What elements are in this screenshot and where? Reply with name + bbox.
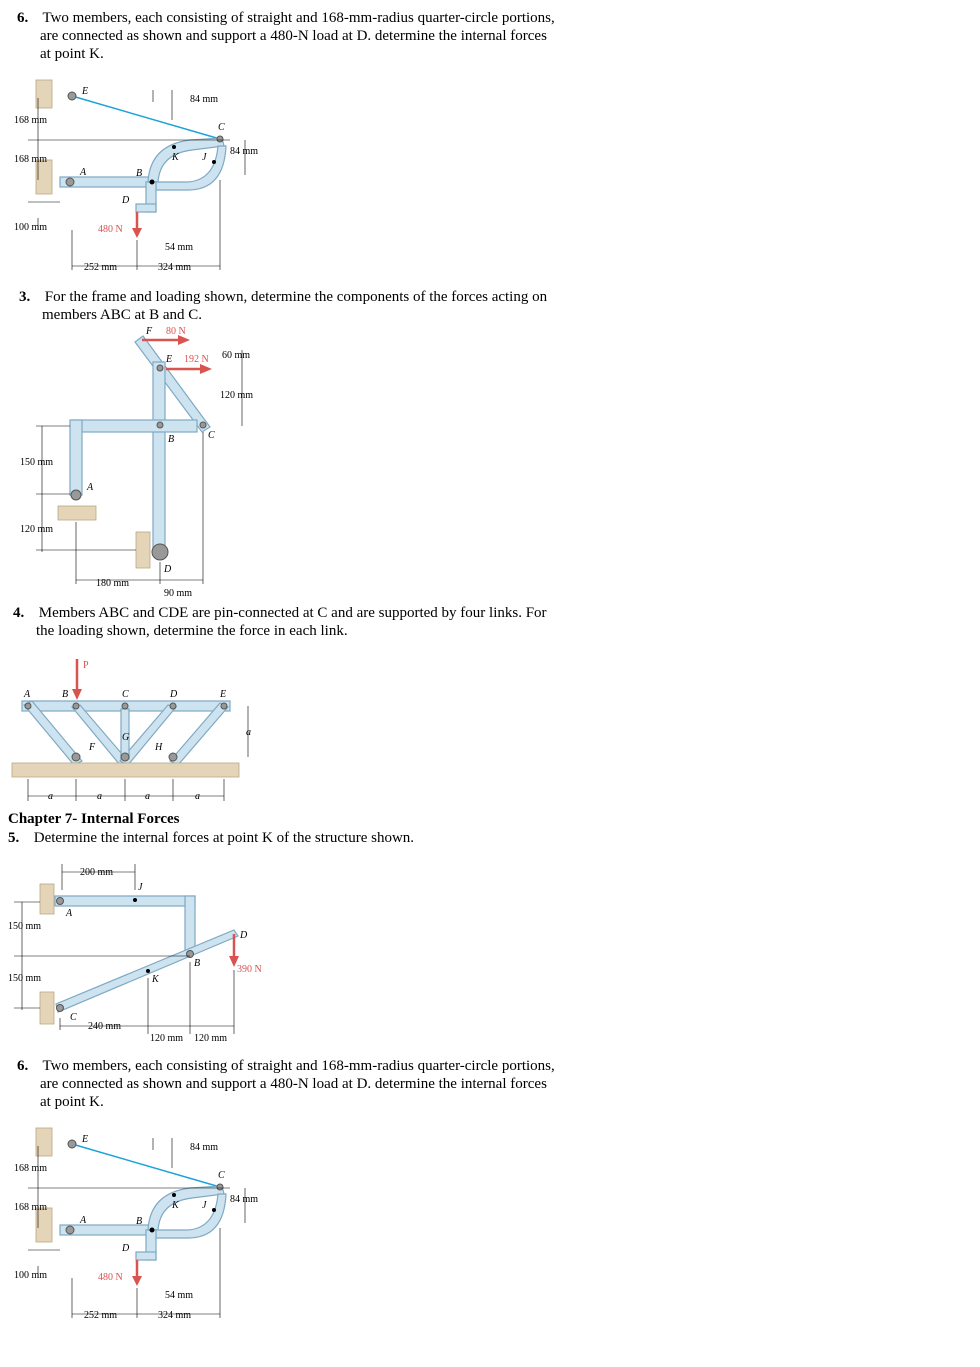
- dim-label: 240 mm: [88, 1021, 122, 1032]
- dim-label: a: [246, 727, 251, 738]
- dim-label: 168 mm: [14, 1163, 48, 1174]
- member-jb: [185, 896, 195, 954]
- pin: [25, 703, 31, 709]
- pin-b: [187, 951, 194, 958]
- dim-label: 252 mm: [84, 262, 118, 273]
- problem-line: at point K.: [40, 46, 104, 62]
- point-label: C: [218, 1170, 225, 1181]
- problem-5-text: [8, 829, 414, 847]
- point-label: A: [80, 1215, 87, 1226]
- point-label: B: [136, 1216, 143, 1227]
- pin-c: [200, 422, 206, 428]
- point-k: [172, 145, 176, 149]
- dim-label: 120 mm: [220, 390, 254, 401]
- problem-line: at point K.: [40, 1094, 104, 1110]
- figure-problem-4: [0, 655, 270, 805]
- dim-label: 168 mm: [14, 1202, 48, 1213]
- wall-support: [40, 884, 54, 914]
- pin-e: [157, 365, 163, 371]
- member-a: [70, 420, 82, 495]
- pin-a: [57, 898, 64, 905]
- problem-3-text: [19, 288, 547, 324]
- problem-line: members ABC at B and C.: [42, 307, 202, 323]
- pin-e: [68, 1140, 76, 1148]
- dim-label: 100 mm: [14, 222, 48, 233]
- figure-problem-5: [0, 858, 280, 1048]
- problem-number: 5.: [8, 830, 20, 846]
- point-label: E: [166, 354, 173, 365]
- pin: [221, 703, 227, 709]
- dim-label: 324 mm: [158, 262, 192, 273]
- point-label: D: [240, 930, 248, 941]
- pin-a: [66, 178, 74, 186]
- dim-label: 168 mm: [14, 154, 48, 165]
- dim-label: 84 mm: [230, 146, 259, 157]
- problem-6-repeat-text: [17, 1057, 555, 1111]
- point-label: F: [146, 326, 153, 337]
- load-label: 192 N: [184, 354, 209, 365]
- point-label: D: [122, 195, 130, 206]
- member-fc: [135, 336, 210, 432]
- wall-support: [36, 160, 52, 194]
- figure-problem-6: [0, 80, 300, 280]
- problem-6-text: [17, 9, 555, 63]
- point-label: G: [122, 732, 130, 743]
- member-ed: [153, 362, 165, 552]
- dim-label: 84 mm: [230, 1194, 259, 1205]
- point-label: F: [89, 742, 96, 753]
- point-label: C: [122, 689, 129, 700]
- wall-support: [136, 532, 150, 568]
- figure-problem-6-repeat: [0, 1128, 300, 1328]
- dim-label: 120 mm: [194, 1033, 228, 1044]
- problem-4-text: [13, 604, 547, 640]
- dim-label: 120 mm: [20, 524, 54, 535]
- dim-label: a: [195, 791, 200, 802]
- problem-line: Members ABC and CDE are pin-connected at C and are supported by four links. For: [38, 605, 547, 621]
- point-label: K: [172, 1200, 179, 1211]
- pin: [72, 753, 80, 761]
- point-label: C: [70, 1012, 77, 1023]
- point-label: A: [87, 482, 94, 493]
- point-label: D: [170, 689, 178, 700]
- problem-number: 6.: [17, 1058, 29, 1074]
- load-label: P: [83, 660, 89, 671]
- problem-number: 6.: [17, 10, 29, 26]
- pin: [121, 753, 129, 761]
- problem-line: Two members, each consisting of straight and 168-mm-radius quarter-circle portions,: [42, 1058, 555, 1074]
- point-label: B: [136, 168, 143, 179]
- point-label: D: [164, 564, 172, 575]
- point-label: E: [82, 86, 89, 97]
- problem-number: 3.: [19, 289, 31, 305]
- problem-number: 4.: [13, 605, 25, 621]
- dim-label: a: [48, 791, 53, 802]
- chapter-heading: Chapter 7- Internal Forces: [8, 811, 180, 827]
- pin-b: [157, 422, 163, 428]
- pin-c: [57, 1005, 64, 1012]
- dim-label: 84 mm: [190, 94, 219, 105]
- point-k: [172, 1193, 176, 1197]
- dim-label: 120 mm: [150, 1033, 184, 1044]
- ground: [12, 763, 239, 777]
- point-label: J: [202, 1200, 207, 1211]
- load-label: 80 N: [166, 326, 186, 337]
- pin-a: [66, 1226, 74, 1234]
- pin-b: [150, 1228, 155, 1233]
- point-label: B: [168, 434, 175, 445]
- dim-label: 100 mm: [14, 1270, 48, 1281]
- load-label: 480 N: [98, 224, 123, 235]
- dim-label: 54 mm: [165, 1290, 194, 1301]
- dim-label: 168 mm: [14, 115, 48, 126]
- load-label: 390 N: [237, 964, 262, 975]
- point-label: C: [208, 430, 215, 441]
- wall-support: [40, 992, 54, 1024]
- dim-label: 60 mm: [222, 350, 251, 361]
- dim-label: a: [145, 791, 150, 802]
- problem-line: are connected as shown and support a 480-N load at D. determine the internal forces: [40, 28, 547, 44]
- dim-label: a: [97, 791, 102, 802]
- load-label: 480 N: [98, 1272, 123, 1283]
- member-d: [136, 1252, 156, 1260]
- point-label: E: [82, 1134, 89, 1145]
- dim-label: 324 mm: [158, 1310, 192, 1321]
- point-label: A: [24, 689, 31, 700]
- pin-c: [217, 1184, 223, 1190]
- dim-label: 84 mm: [190, 1142, 219, 1153]
- point-label: J: [138, 882, 143, 893]
- point-label: C: [218, 122, 225, 133]
- link: [170, 703, 228, 765]
- dim-label: 90 mm: [164, 588, 193, 599]
- load-arrowhead: [200, 364, 212, 374]
- dim-label: 54 mm: [165, 242, 194, 253]
- problem-line: are connected as shown and support a 480-N load at D. determine the internal forces: [40, 1076, 547, 1092]
- pin: [122, 703, 128, 709]
- problem-line: Determine the internal forces at point K of the structure shown.: [33, 830, 415, 846]
- problem-line: For the frame and loading shown, determine the components of the forces acting on: [44, 289, 548, 305]
- dim-label: 180 mm: [96, 578, 130, 589]
- ground-support: [58, 506, 96, 520]
- member-ab: [72, 420, 197, 432]
- wall-support: [36, 1128, 52, 1156]
- pin-a: [71, 490, 81, 500]
- problem-line: the loading shown, determine the force in each link.: [36, 623, 348, 639]
- point-label: K: [172, 152, 179, 163]
- point-label: A: [80, 167, 87, 178]
- pin: [169, 753, 177, 761]
- load-arrowhead: [132, 1276, 142, 1286]
- point-label: D: [122, 1243, 130, 1254]
- point-j: [212, 160, 216, 164]
- point-label: K: [152, 974, 159, 985]
- load-arrowhead: [132, 228, 142, 238]
- dim-label: 252 mm: [84, 1310, 118, 1321]
- dim-label: 150 mm: [8, 973, 42, 984]
- point-k: [146, 969, 150, 973]
- load-arrowhead: [72, 689, 82, 700]
- figure-problem-3: [0, 322, 280, 602]
- point-j: [212, 1208, 216, 1212]
- pin: [73, 703, 79, 709]
- link: [72, 705, 128, 765]
- member-aj: [55, 896, 195, 906]
- pin-c: [217, 136, 223, 142]
- point-label: E: [220, 689, 227, 700]
- dim-label: 150 mm: [20, 457, 54, 468]
- point-label: B: [62, 689, 69, 700]
- point-j: [133, 898, 137, 902]
- dim-label: 200 mm: [80, 867, 114, 878]
- point-label: B: [194, 958, 201, 969]
- roller-d: [152, 544, 168, 560]
- member-d: [136, 204, 156, 212]
- pin-e: [68, 92, 76, 100]
- wall-support: [36, 1208, 52, 1242]
- point-label: A: [66, 908, 73, 919]
- pin: [170, 703, 176, 709]
- point-label: H: [155, 742, 163, 753]
- dim-label: 150 mm: [8, 921, 42, 932]
- problem-line: Two members, each consisting of straight and 168-mm-radius quarter-circle portions,: [42, 10, 555, 26]
- wall-support: [36, 80, 52, 108]
- pin-b: [150, 180, 155, 185]
- point-label: J: [202, 152, 207, 163]
